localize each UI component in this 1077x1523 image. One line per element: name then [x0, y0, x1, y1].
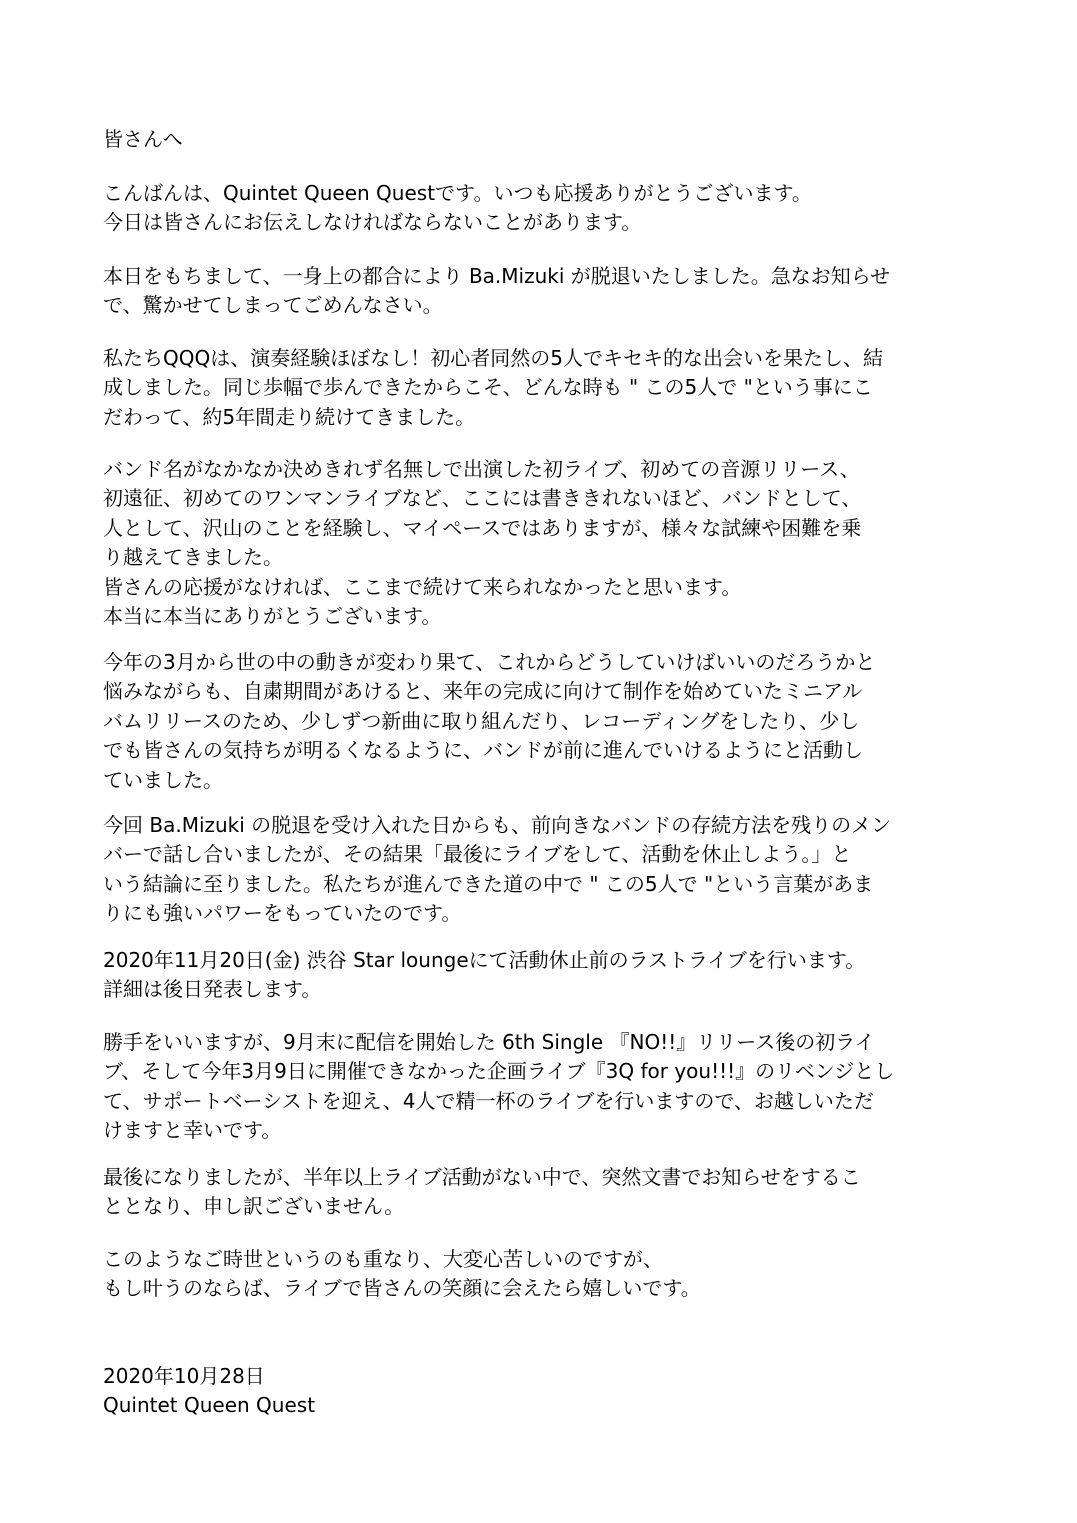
paragraph-closing [103, 1245, 701, 1304]
paragraph-line: 悩みながらも、自粛期間があけると、来年の完成に向けて制作を始めていたミニアル [103, 679, 863, 704]
paragraph-last-live [103, 946, 865, 1005]
paragraph-line: て、サポートベーシストを迎え、4人で精一杯のライブを行いますので、お越しいただ [103, 1088, 874, 1113]
paragraph-decision [103, 811, 891, 929]
paragraph-line: バムリリースのため、少しずつ新曲に取り組んだり、レコーディングをしたり、少し [103, 708, 860, 733]
paragraph-line: 今年の3月から世の中の動きが変わり果て、これからどうしていけばいいのだろうかと [103, 650, 876, 674]
paragraph-line: 詳細は後日発表します。 [103, 977, 322, 1002]
paragraph-line: 今回 Ba.Mizuki の脱退を受け入れた日からも、前向きなバンドの存続方法を残りのメン [103, 813, 892, 837]
paragraph-line: けますと幸いです。 [103, 1118, 282, 1143]
paragraph-live-details [103, 1028, 894, 1146]
paragraph-apology [103, 1163, 861, 1222]
paragraph-line: で、驚かせてしまってごめんなさい。 [103, 293, 443, 318]
paragraph-line: 成しました。同じ歩幅で歩んできたからこそ、どんな時も " この5人で "という事にこ [103, 375, 873, 400]
paragraph-line: りにも強いパワーをもっていたのです。 [103, 901, 462, 926]
paragraph-line: 皆さんの応援がなければ、ここまで続けて来られなかったと思います。 [103, 574, 742, 599]
paragraph-departure [103, 262, 890, 321]
paragraph-line: ととなり、申し訳ございません。 [103, 1194, 405, 1219]
letter-signature: Quintet Queen Quest [103, 1393, 316, 1418]
paragraph-line: 2020年11月20日(金) 渋谷 Star loungeにて活動休止前のラストライブを行います。 [103, 948, 866, 972]
paragraph-this-year [103, 648, 875, 795]
paragraph-history [103, 344, 883, 432]
paragraph-line: 人として、沢山のことを経験し、マイペースではありますが、様々な試練や困難を乗 [103, 515, 862, 540]
salutation-line: 皆さんへ [103, 127, 183, 151]
paragraph-line: バンド名がなかなか決めきれず名無しで出演した初ライブ、初めての音源リリース、 [103, 457, 860, 481]
paragraph-line: でも皆さんの気持ちが明るくなるように、バンドが前に進んでいけるようにと活動し [103, 738, 863, 763]
letter-date: 2020年10月28日 [103, 1364, 265, 1388]
paragraph-line: ブ、そして今年3月9日に開催できなかった企画ライブ『3Q for you!!!』のリベンジとし [103, 1059, 895, 1084]
paragraph-line: ていました。 [103, 767, 223, 792]
letter-footer [103, 1362, 315, 1421]
paragraph-line: 私たちQQQは、演奏経験ほぼなし！初心者同然の5人でキセキ的な出会いを果たし、結 [103, 346, 883, 370]
paragraph-line: こんばんは、Quintet Queen Questです。いつも応援ありがとうございます。 [103, 181, 812, 205]
paragraph-line: 最後になりましたが、半年以上ライブ活動がない中で、突然文書でお知らせをするこ [103, 1165, 861, 1189]
paragraph-experiences [103, 455, 861, 631]
paragraph-line: いう結論に至りました。私たちが進んできた道の中で " この5人で "という言葉があま [103, 871, 874, 896]
paragraph-line: バーで話し合いましたが、その結果「最後にライブをして、活動を休止しよう。」と [103, 842, 852, 867]
paragraph-line: 勝手をいいますが、9月末に配信を開始した 6th Single 『NO!!』リリース後の初ライ [103, 1030, 875, 1054]
paragraph-line: このようなご時世というのも重なり、大変心苦しいのですが、 [103, 1247, 663, 1271]
paragraph-line: 本日をもちまして、一身上の都合により Ba.Mizuki が脱退いたしました。急なお知らせ [103, 264, 891, 288]
paragraph-line: 今日は皆さんにお伝えしなければならないことがあります。 [103, 210, 642, 235]
paragraph-line: だわって、約5年間走り続けてきました。 [103, 404, 476, 429]
paragraph-line: り越えてきました。 [103, 545, 283, 570]
paragraph-greeting [103, 179, 812, 238]
paragraph-line: 初遠征、初めてのワンマンライブなど、ここには書ききれないほど、バンドとして、 [103, 486, 862, 511]
salutation [103, 125, 183, 154]
paragraph-line: もし叶うのならば、ライブで皆さんの笑顔に会えたら嬉しいです。 [103, 1276, 701, 1301]
paragraph-line: 本当に本当にありがとうございます。 [103, 603, 442, 628]
